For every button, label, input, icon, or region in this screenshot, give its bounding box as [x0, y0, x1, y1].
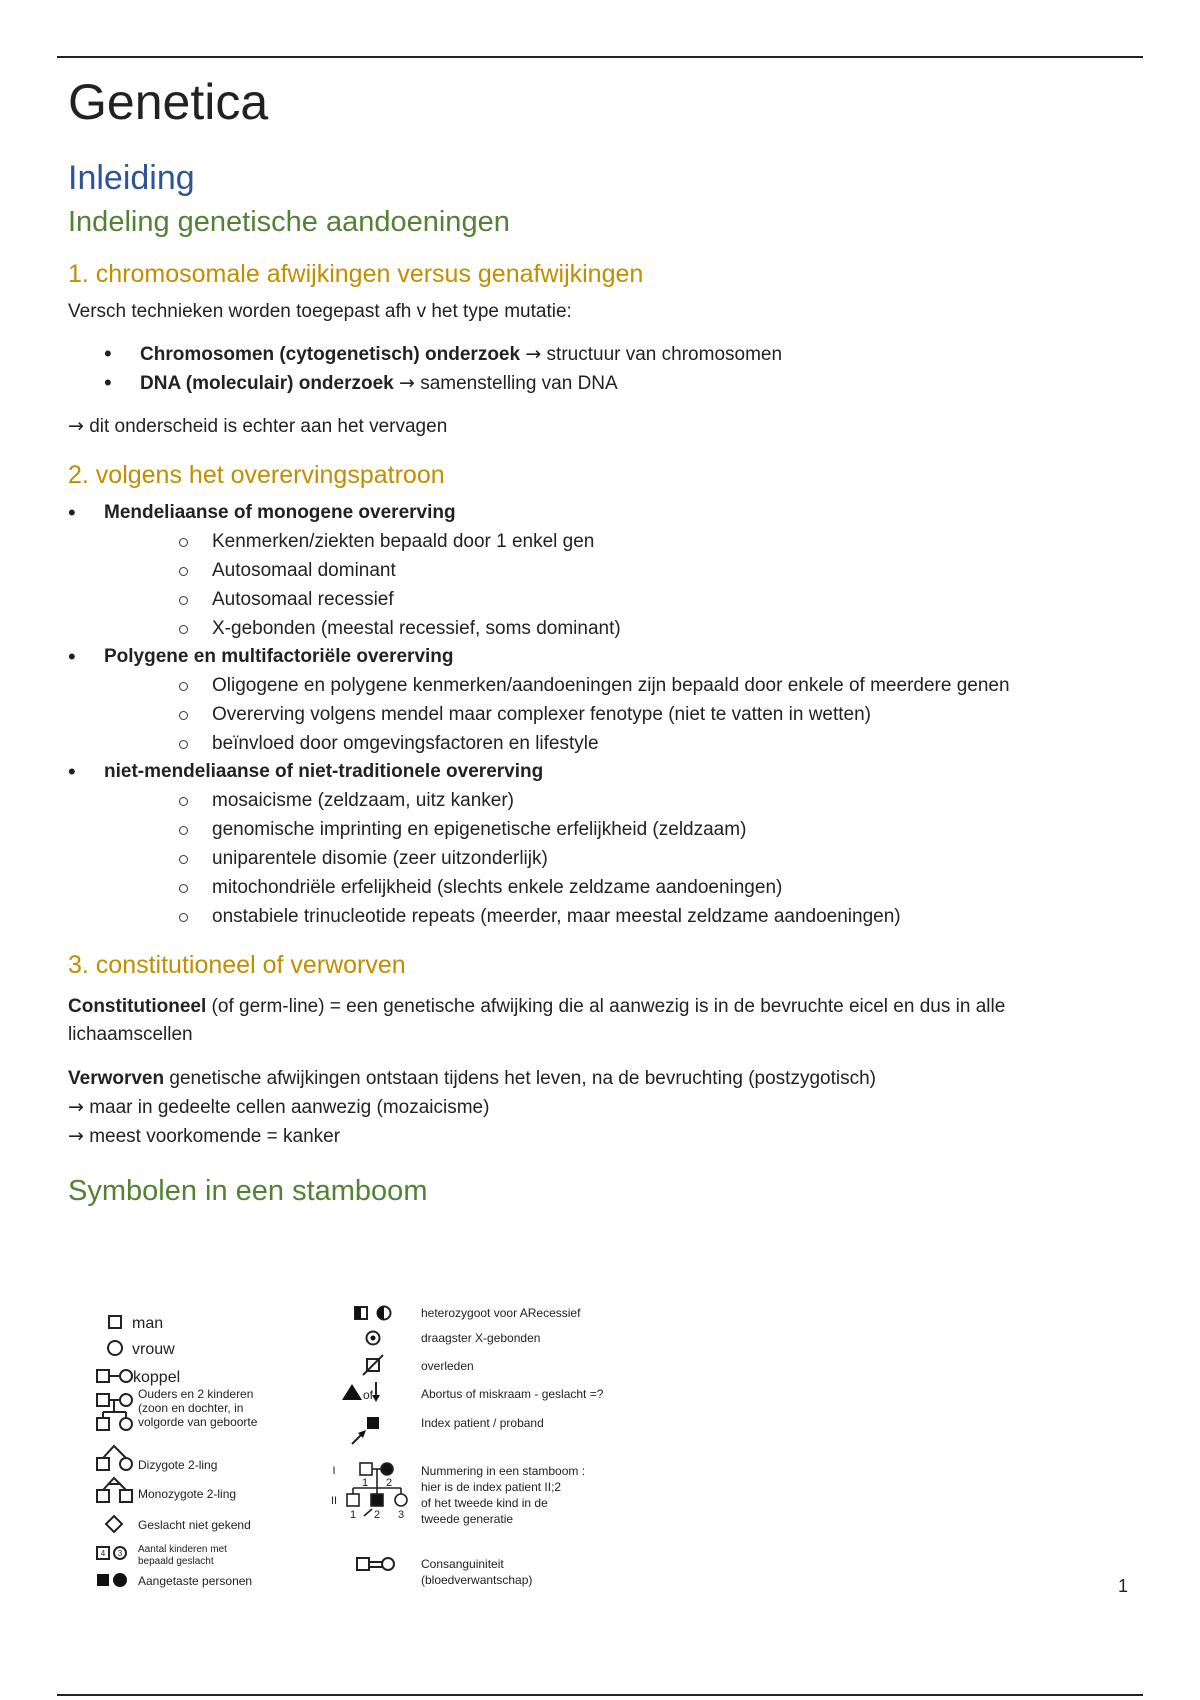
- list-item: Autosomaal dominant: [104, 556, 1118, 585]
- label-aangetast: Aangetaste personen: [138, 1574, 253, 1588]
- label-man: man: [132, 1315, 164, 1332]
- bottom-rule: [57, 1694, 1143, 1696]
- label-monozygote: Monozygote 2-ling: [138, 1487, 237, 1501]
- list-item: X-gebonden (meestal recessief, soms dominant): [104, 614, 1118, 643]
- list-item: Autosomaal recessief: [104, 585, 1118, 614]
- family-tree-icon: [97, 1394, 132, 1430]
- svg-text:1: 1: [361, 1477, 369, 1489]
- section2-list: [68, 499, 1118, 931]
- deceased-icon: [363, 1355, 383, 1375]
- section1-list: [68, 340, 1118, 398]
- heading-symbolen: Symbolen in een stamboom: [68, 1175, 428, 1207]
- label-nummering-3: of het tweede kind in de: [421, 1496, 548, 1510]
- man-square-icon: [109, 1316, 121, 1328]
- list-group: • niet-mendeliaanse of niet-traditionele overerving mosaicisme (zeldzaam, uitz kanker) genomische imprinting en epigenetische erfelijkheid (zeldzaam) uniparentele disomie (zeer uitzonderlijk) mitochondriële erfelijkheid (slechts enkele zeldzame aandoeningen) onstabiele trinucleotide repeats (meerder, maar meestal zeldzame aandoeningen): [68, 758, 1118, 931]
- svg-text:II: II: [330, 1495, 338, 1507]
- monozygote-twins-icon: [97, 1478, 132, 1502]
- svg-text:2: 2: [385, 1477, 393, 1489]
- label-geslacht-niet: Geslacht niet gekend: [138, 1518, 251, 1532]
- couple-icon: [97, 1370, 132, 1382]
- svg-text:I: I: [332, 1465, 336, 1477]
- list-item: beïnvloed door omgevingsfactoren en lifestyle: [104, 729, 1118, 758]
- heading-inleiding: Inleiding: [68, 159, 195, 197]
- section3-verworven: Verworven genetische afwijkingen ontstaan tijdens het leven, na de bevruchting (postzygotisch) → maar in gedeelte cellen aanwezig (mozaicisme) → meest voorkomende = kanker: [68, 1068, 876, 1147]
- label-overleden: overleden: [421, 1359, 474, 1373]
- svg-text:1: 1: [349, 1509, 357, 1521]
- label-nummering-1: Nummering in een stamboom :: [421, 1464, 586, 1478]
- abortion-icon: [342, 1382, 380, 1402]
- list-item: Kenmerken/ziekten bepaald door 1 enkel gen: [104, 527, 1118, 556]
- label-abortus: Abortus of miskraam - geslacht =?: [421, 1387, 604, 1401]
- list-group: • Polygene en multifactoriële overerving Oligogene en polygene kenmerken/aandoeningen zijn bepaald door enkele of meerdere genen Overerving volgens mendel maar complexer fenotype (niet te vatten in wetten) beïnvloed door omgevingsfactoren en lifestyle: [68, 643, 1118, 758]
- label-bloedverwantschap: (bloedverwantschap): [421, 1573, 533, 1587]
- affected-male-icon: [97, 1574, 109, 1586]
- list-item: • Chromosomen (cytogenetisch) onderzoek → structuur van chromosomen: [68, 340, 1118, 369]
- label-nummering-4: tweede generatie: [421, 1512, 514, 1526]
- label-draagster: draagster X-gebonden: [421, 1331, 541, 1345]
- label-aantal-1: Aantal kinderen met: [138, 1544, 227, 1555]
- list-group: • Mendeliaanse of monogene overerving Kenmerken/ziekten bepaald door 1 enkel gen Autosomaal dominant Autosomaal recessief X-gebonden (meestal recessief, soms dominant): [68, 499, 1118, 643]
- label-consanguiniteit: Consanguiniteit: [421, 1557, 504, 1571]
- label-vrouw: vrouw: [132, 1341, 175, 1358]
- label-koppel: koppel: [133, 1369, 181, 1386]
- proband-icon: [352, 1417, 379, 1444]
- unknown-sex-diamond-icon: [106, 1516, 122, 1532]
- heading-indeling: Indeling genetische aandoeningen: [68, 206, 510, 238]
- list-item: • DNA (moleculair) onderzoek → samenstelling van DNA: [68, 369, 1118, 398]
- document-body: [68, 72, 1118, 1209]
- section2-heading: 2. volgens het overervingspatroon: [68, 461, 445, 489]
- label-ouders-2: (zoon en dochter, in: [138, 1401, 244, 1415]
- list-item: onstabiele trinucleotide repeats (meerder, maar meestal zeldzame aandoeningen): [104, 902, 1118, 931]
- section1-note: → dit onderscheid is echter aan het vervagen: [68, 415, 448, 437]
- svg-text:3: 3: [117, 1549, 123, 1558]
- document-title: Genetica: [68, 74, 269, 130]
- list-item: Overerving volgens mendel maar complexer fenotype (niet te vatten in wetten): [104, 700, 1118, 729]
- label-heterozygoot: heterozygoot voor ARecessief: [421, 1306, 581, 1320]
- section1-intro: Versch technieken worden toegepast afh v het type mutatie:: [68, 301, 572, 322]
- carrier-x-icon: [367, 1332, 380, 1345]
- section1-heading: 1. chromosomale afwijkingen versus genafwijkingen: [68, 260, 644, 288]
- svg-text:4: 4: [100, 1549, 106, 1558]
- label-aantal-2: bepaald geslacht: [138, 1556, 214, 1567]
- list-item: uniparentele disomie (zeer uitzonderlijk): [104, 844, 1118, 873]
- consanguinity-icon: [357, 1558, 394, 1570]
- label-nummering-2: hier is de index patient II;2: [421, 1480, 562, 1494]
- page-number: 1: [1118, 1576, 1129, 1596]
- list-item: mitochondriële erfelijkheid (slechts enkele zeldzame aandoeningen): [104, 873, 1118, 902]
- woman-circle-icon: [108, 1341, 122, 1355]
- label-dizygote: Dizygote 2-ling: [138, 1458, 218, 1472]
- list-item: Oligogene en polygene kenmerken/aandoeningen zijn bepaald door enkele of meerdere genen: [104, 671, 1118, 700]
- section3-constitutioneel: Constitutioneel (of germ-line) = een genetische afwijking die al aanwezig is in de bevruchte eicel en dus in alle lichaamscellen: [68, 996, 1006, 1045]
- list-item: mosaicisme (zeldzaam, uitz kanker): [104, 786, 1118, 815]
- label-of: of: [363, 1388, 374, 1402]
- pedigree-legend: [80, 1290, 700, 1620]
- count-labels: [101, 1549, 123, 1558]
- heterozygote-icon: [355, 1307, 391, 1320]
- svg-text:2: 2: [373, 1509, 381, 1521]
- section3-heading: 3. constitutioneel of verworven: [68, 951, 406, 979]
- label-index: Index patient / proband: [421, 1416, 544, 1430]
- label-ouders-1: Ouders en 2 kinderen: [138, 1387, 254, 1401]
- dizygote-twins-icon: [97, 1446, 132, 1470]
- label-ouders-3: volgorde van geboorte: [138, 1415, 258, 1429]
- affected-female-icon: [113, 1573, 127, 1587]
- svg-text:3: 3: [397, 1509, 405, 1521]
- top-rule: [57, 56, 1143, 58]
- list-item: genomische imprinting en epigenetische erfelijkheid (zeldzaam): [104, 815, 1118, 844]
